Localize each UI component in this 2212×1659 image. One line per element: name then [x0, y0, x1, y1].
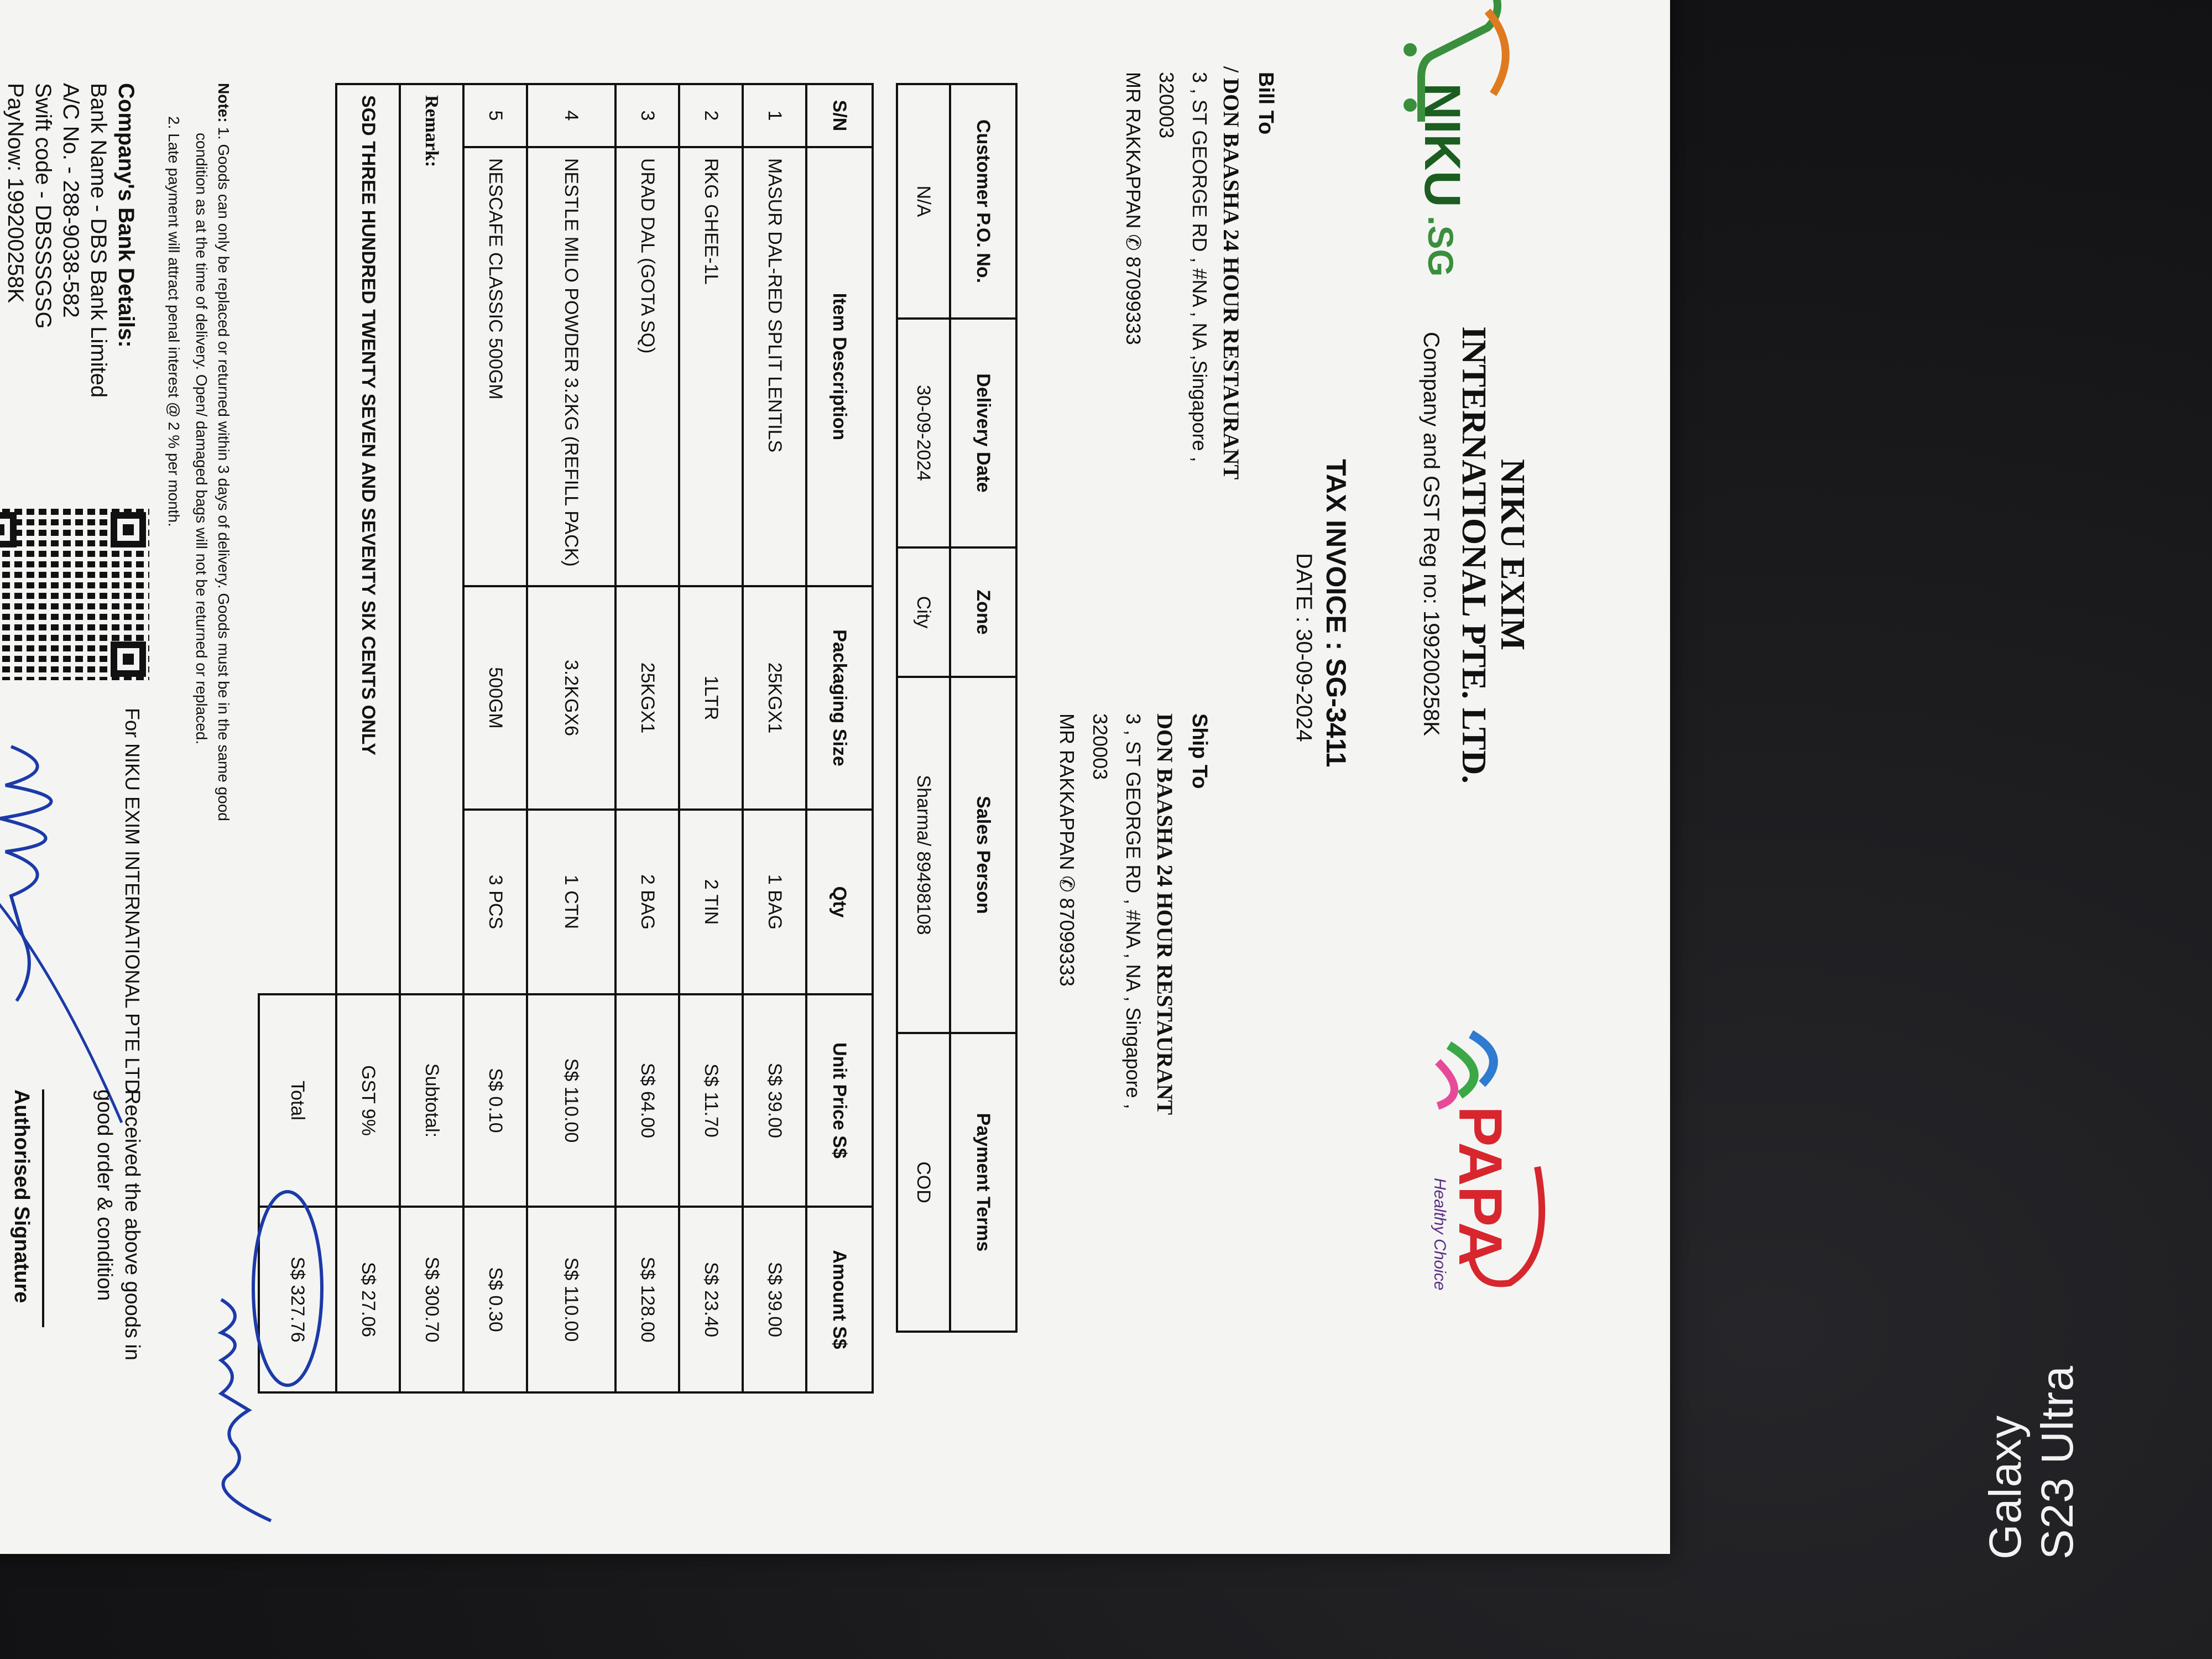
- subtotal-label: Subtotal:: [400, 994, 463, 1207]
- items-header-amount: Amount S$: [806, 1207, 873, 1392]
- ship-to-contact-name: MR RAKKAPPAN: [1056, 713, 1078, 870]
- note-label: Note:: [215, 83, 232, 123]
- item-unit-price: S$ 0.10: [463, 994, 527, 1207]
- item-description: MASUR DAL-RED SPLIT LENTILS: [743, 147, 806, 586]
- handwritten-received-mark-icon: [194, 1294, 282, 1526]
- ship-to-phone: 87099333: [1056, 898, 1078, 987]
- remark-label: Remark:: [400, 84, 463, 994]
- order-header-po: Customer P.O. No.: [950, 84, 1016, 319]
- item-unit-price: S$ 64.00: [615, 994, 679, 1207]
- order-po: N/A: [897, 84, 950, 319]
- order-header-payment-terms: Payment Terms: [950, 1033, 1016, 1332]
- items-header-qty: Qty: [806, 810, 873, 994]
- order-delivery-date: 30-09-2024: [897, 319, 950, 547]
- order-zone: City: [897, 547, 950, 677]
- ship-to-heading: Ship To: [1188, 713, 1211, 789]
- order-header-delivery-date: Delivery Date: [950, 319, 1016, 547]
- item-description: NESCAFE CLASSIC 500GM: [463, 147, 527, 586]
- subtotal-value: S$ 300.70: [400, 1207, 463, 1392]
- table-row: [743, 84, 806, 1392]
- bill-to-contact-name: MR RAKKAPPAN: [1122, 72, 1145, 229]
- items-header-description: Item Description: [806, 147, 873, 586]
- item-amount: S$ 0.30: [463, 1207, 527, 1392]
- bank-swift: Swift code - DBSSSGSG: [31, 83, 55, 329]
- papa-logo: [1410, 1023, 1554, 1311]
- item-sn: 3: [615, 84, 679, 147]
- signature-scribble-icon: [0, 735, 133, 1134]
- company-name-line2: INTERNATIONAL PTE. LTD.: [1455, 326, 1493, 784]
- item-packaging: 1LTR: [679, 586, 743, 810]
- item-unit-price: S$ 11.70: [679, 994, 743, 1207]
- items-header-row: [806, 84, 873, 1392]
- ship-to-addr1: 3 , ST GEORGE RD , #NA , NA , Singapore ,: [1122, 713, 1145, 1109]
- bank-account: A/C No. - 288-9038-582: [59, 83, 83, 318]
- amount-in-words: SGD THREE HUNDRED TWENTY SEVEN AND SEVENTY SIX CENTS ONLY: [336, 84, 400, 994]
- item-description: URAD DAL (GOTA SQ): [615, 147, 679, 586]
- bill-to-phone: 87099333: [1122, 256, 1145, 345]
- qr-code: [0, 509, 149, 680]
- for-company-label: For NIKU EXIM INTERNATIONAL PTE LTD: [121, 708, 144, 1094]
- order-info-value-row: [897, 84, 950, 1332]
- invoice-title: TAX INVOICE : SG-3411: [1321, 459, 1352, 768]
- ship-to-contact: [1055, 713, 1078, 987]
- note-line2: condition as at the time of delivery. Open/ damaged bags will not be returned or replaced.: [193, 133, 210, 745]
- bill-to-addr1: 3 , ST GEORGE RD , #NA , NA ,Singapore ,: [1188, 72, 1211, 462]
- order-payment-terms: COD: [897, 1033, 950, 1332]
- item-packaging: 3.2KGX6: [527, 586, 615, 810]
- company-name-line1: NIKU EXIM: [1494, 459, 1531, 651]
- order-header-sales-person: Sales Person: [950, 677, 1016, 1033]
- blank-cell: [259, 84, 336, 994]
- item-amount: S$ 23.40: [679, 1207, 743, 1392]
- bank-name: Bank Name - DBS Bank Limited: [86, 83, 111, 398]
- niku-logo-suffix: .SG: [1421, 216, 1460, 277]
- authorised-signature-right: Authorised Signature: [10, 1089, 33, 1303]
- invoice-date: DATE : 30-09-2024: [1292, 553, 1316, 742]
- camera-watermark: Galaxy S23 Ultra: [1980, 1365, 2083, 1559]
- niku-logo: [1399, 0, 1526, 288]
- table-row: [527, 84, 615, 1392]
- bill-to-heading: Bill To: [1254, 72, 1277, 135]
- ship-to-name: DON BAASHA 24 HOUR RESTAURANT: [1152, 713, 1177, 1115]
- items-header-packaging: Packaging Size: [806, 586, 873, 810]
- phone-icon: ✆: [1056, 875, 1078, 893]
- order-info-header-row: [950, 84, 1016, 1332]
- total-label: Total: [259, 994, 336, 1207]
- table-row: [679, 84, 743, 1392]
- order-info-table: [896, 83, 1018, 1333]
- item-sn: 4: [527, 84, 615, 147]
- item-packaging: 25KGX1: [743, 586, 806, 810]
- order-header-zone: Zone: [950, 547, 1016, 677]
- note-1a: 1. Goods can only be replaced or returned within 3 days of delivery. Goods must be in the same good: [215, 127, 232, 821]
- item-qty: 1 CTN: [527, 810, 615, 994]
- note-line3: 2. Late payment will attract penal interest @ 2 % per month.: [165, 116, 182, 527]
- table-row: [615, 84, 679, 1392]
- item-qty: 3 PCS: [463, 810, 527, 994]
- gst-row: [336, 84, 400, 1392]
- received-label: Received the above goods in: [121, 1089, 144, 1361]
- bill-to-addr2: 320003: [1155, 72, 1178, 139]
- item-packaging: 25KGX1: [615, 586, 679, 810]
- qr-finder-icon: [111, 512, 146, 547]
- item-sn: 1: [743, 84, 806, 147]
- item-unit-price: S$ 39.00: [743, 994, 806, 1207]
- table-row: [463, 84, 527, 1392]
- order-sales-person: Sharma/ 89498108: [897, 677, 950, 1033]
- bill-to-name: / DON BAASHA 24 HOUR RESTAURANT: [1219, 66, 1244, 480]
- note-line1: [215, 83, 232, 821]
- bank-paynow: PayNow: 199200258K: [3, 83, 28, 304]
- item-sn: 2: [679, 84, 743, 147]
- gst-label: GST 9%: [336, 994, 400, 1207]
- items-table: [258, 83, 874, 1394]
- item-qty: 1 BAG: [743, 810, 806, 994]
- papa-logo-tagline: Healthy Choice: [1431, 1178, 1449, 1291]
- items-header-unit-price: Unit Price S$: [806, 994, 873, 1207]
- item-packaging: 500GM: [463, 586, 527, 810]
- received-label-2: good order & condition: [93, 1089, 116, 1301]
- papa-logo-text: PAPA: [1446, 1106, 1514, 1266]
- item-unit-price: S$ 110.00: [527, 994, 615, 1207]
- qr-finder-icon: [0, 512, 17, 547]
- qr-finder-icon: [111, 641, 146, 677]
- item-qty: 2 BAG: [615, 810, 679, 994]
- item-amount: S$ 110.00: [527, 1207, 615, 1392]
- total-value: S$ 327.76: [259, 1207, 336, 1392]
- phone-icon: ✆: [1122, 234, 1145, 251]
- bill-to-contact: [1121, 72, 1145, 345]
- company-reg: Company and GST Reg no: 199200258K: [1419, 332, 1443, 736]
- ship-to-addr2: 320003: [1089, 713, 1112, 780]
- item-description: NESTLE MILO POWDER 3.2KG (REFILL PACK): [527, 147, 615, 586]
- item-description: RKG GHEE-1L: [679, 147, 743, 586]
- items-header-sn: S/N: [806, 84, 873, 147]
- signature-line: [42, 1089, 44, 1327]
- gst-value: S$ 27.06: [336, 1207, 400, 1392]
- item-sn: 5: [463, 84, 527, 147]
- item-amount: S$ 39.00: [743, 1207, 806, 1392]
- item-qty: 2 TIN: [679, 810, 743, 994]
- bank-heading: Company's Bank Details:: [114, 83, 138, 348]
- subtotal-row: [400, 84, 463, 1392]
- item-amount: S$ 128.00: [615, 1207, 679, 1392]
- niku-logo-text: NIKU: [1414, 83, 1470, 207]
